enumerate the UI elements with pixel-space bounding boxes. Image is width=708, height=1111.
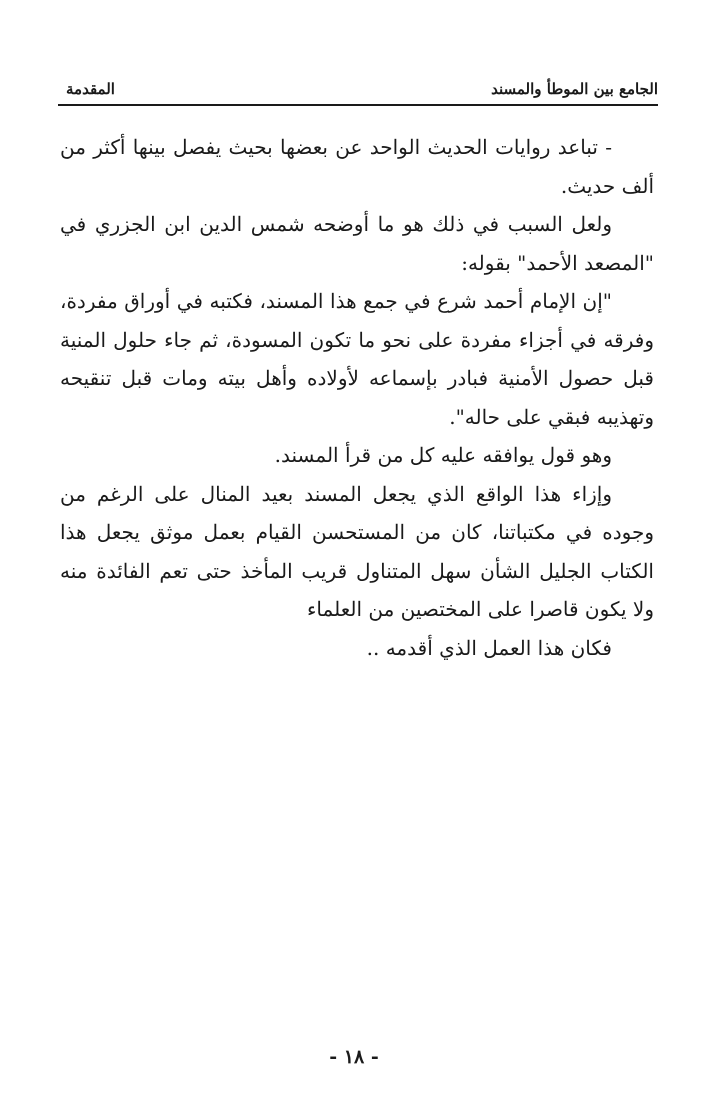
page-number: - ١٨ -: [329, 1046, 379, 1068]
header-rule: [58, 104, 658, 106]
book-title: الجامع بين الموطأ والمسند: [491, 80, 658, 98]
running-header: [66, 76, 658, 98]
quote-paragraph: "إن الإمام أحمد شرع في جمع هذا المسند، فكتبه في أوراق مفردة، وفرقه في أجزاء مفردة على نحو ما تكون المسودة، ثم جاء حلول المنية قبل حصول الأمنية فبادر بإسماعه لأولاده وأهل بيته ومات قبل تنقيحه وتهذيبه فبقي على حاله".: [60, 289, 654, 429]
body-text: [60, 128, 654, 667]
section-title: المقدمة: [66, 80, 115, 98]
paragraph: وهو قول يوافقه عليه كل من قرأ المسند.: [274, 443, 612, 467]
paragraph: وإزاء هذا الواقع الذي يجعل المسند بعيد المنال على الرغم من وجوده في مكتباتنا، كان من المستحسن القيام بعمل موثق يجعل هذا الكتاب الجليل الشأن سهل المتناول قريب المأخذ حتى تعم الفائدة منه ولا يكون قاصرا على المختصين من العلماء: [60, 481, 654, 621]
paragraph: - تباعد روايات الحديث الواحد عن بعضها بحيث يفصل بينها أكثر من ألف حديث.: [60, 135, 654, 198]
paragraph: ولعل السبب في ذلك هو ما أوضحه شمس الدين ابن الجزري في "المصعد الأحمد" بقوله:: [60, 212, 654, 275]
paragraph: فكان هذا العمل الذي أقدمه ..: [366, 635, 612, 660]
